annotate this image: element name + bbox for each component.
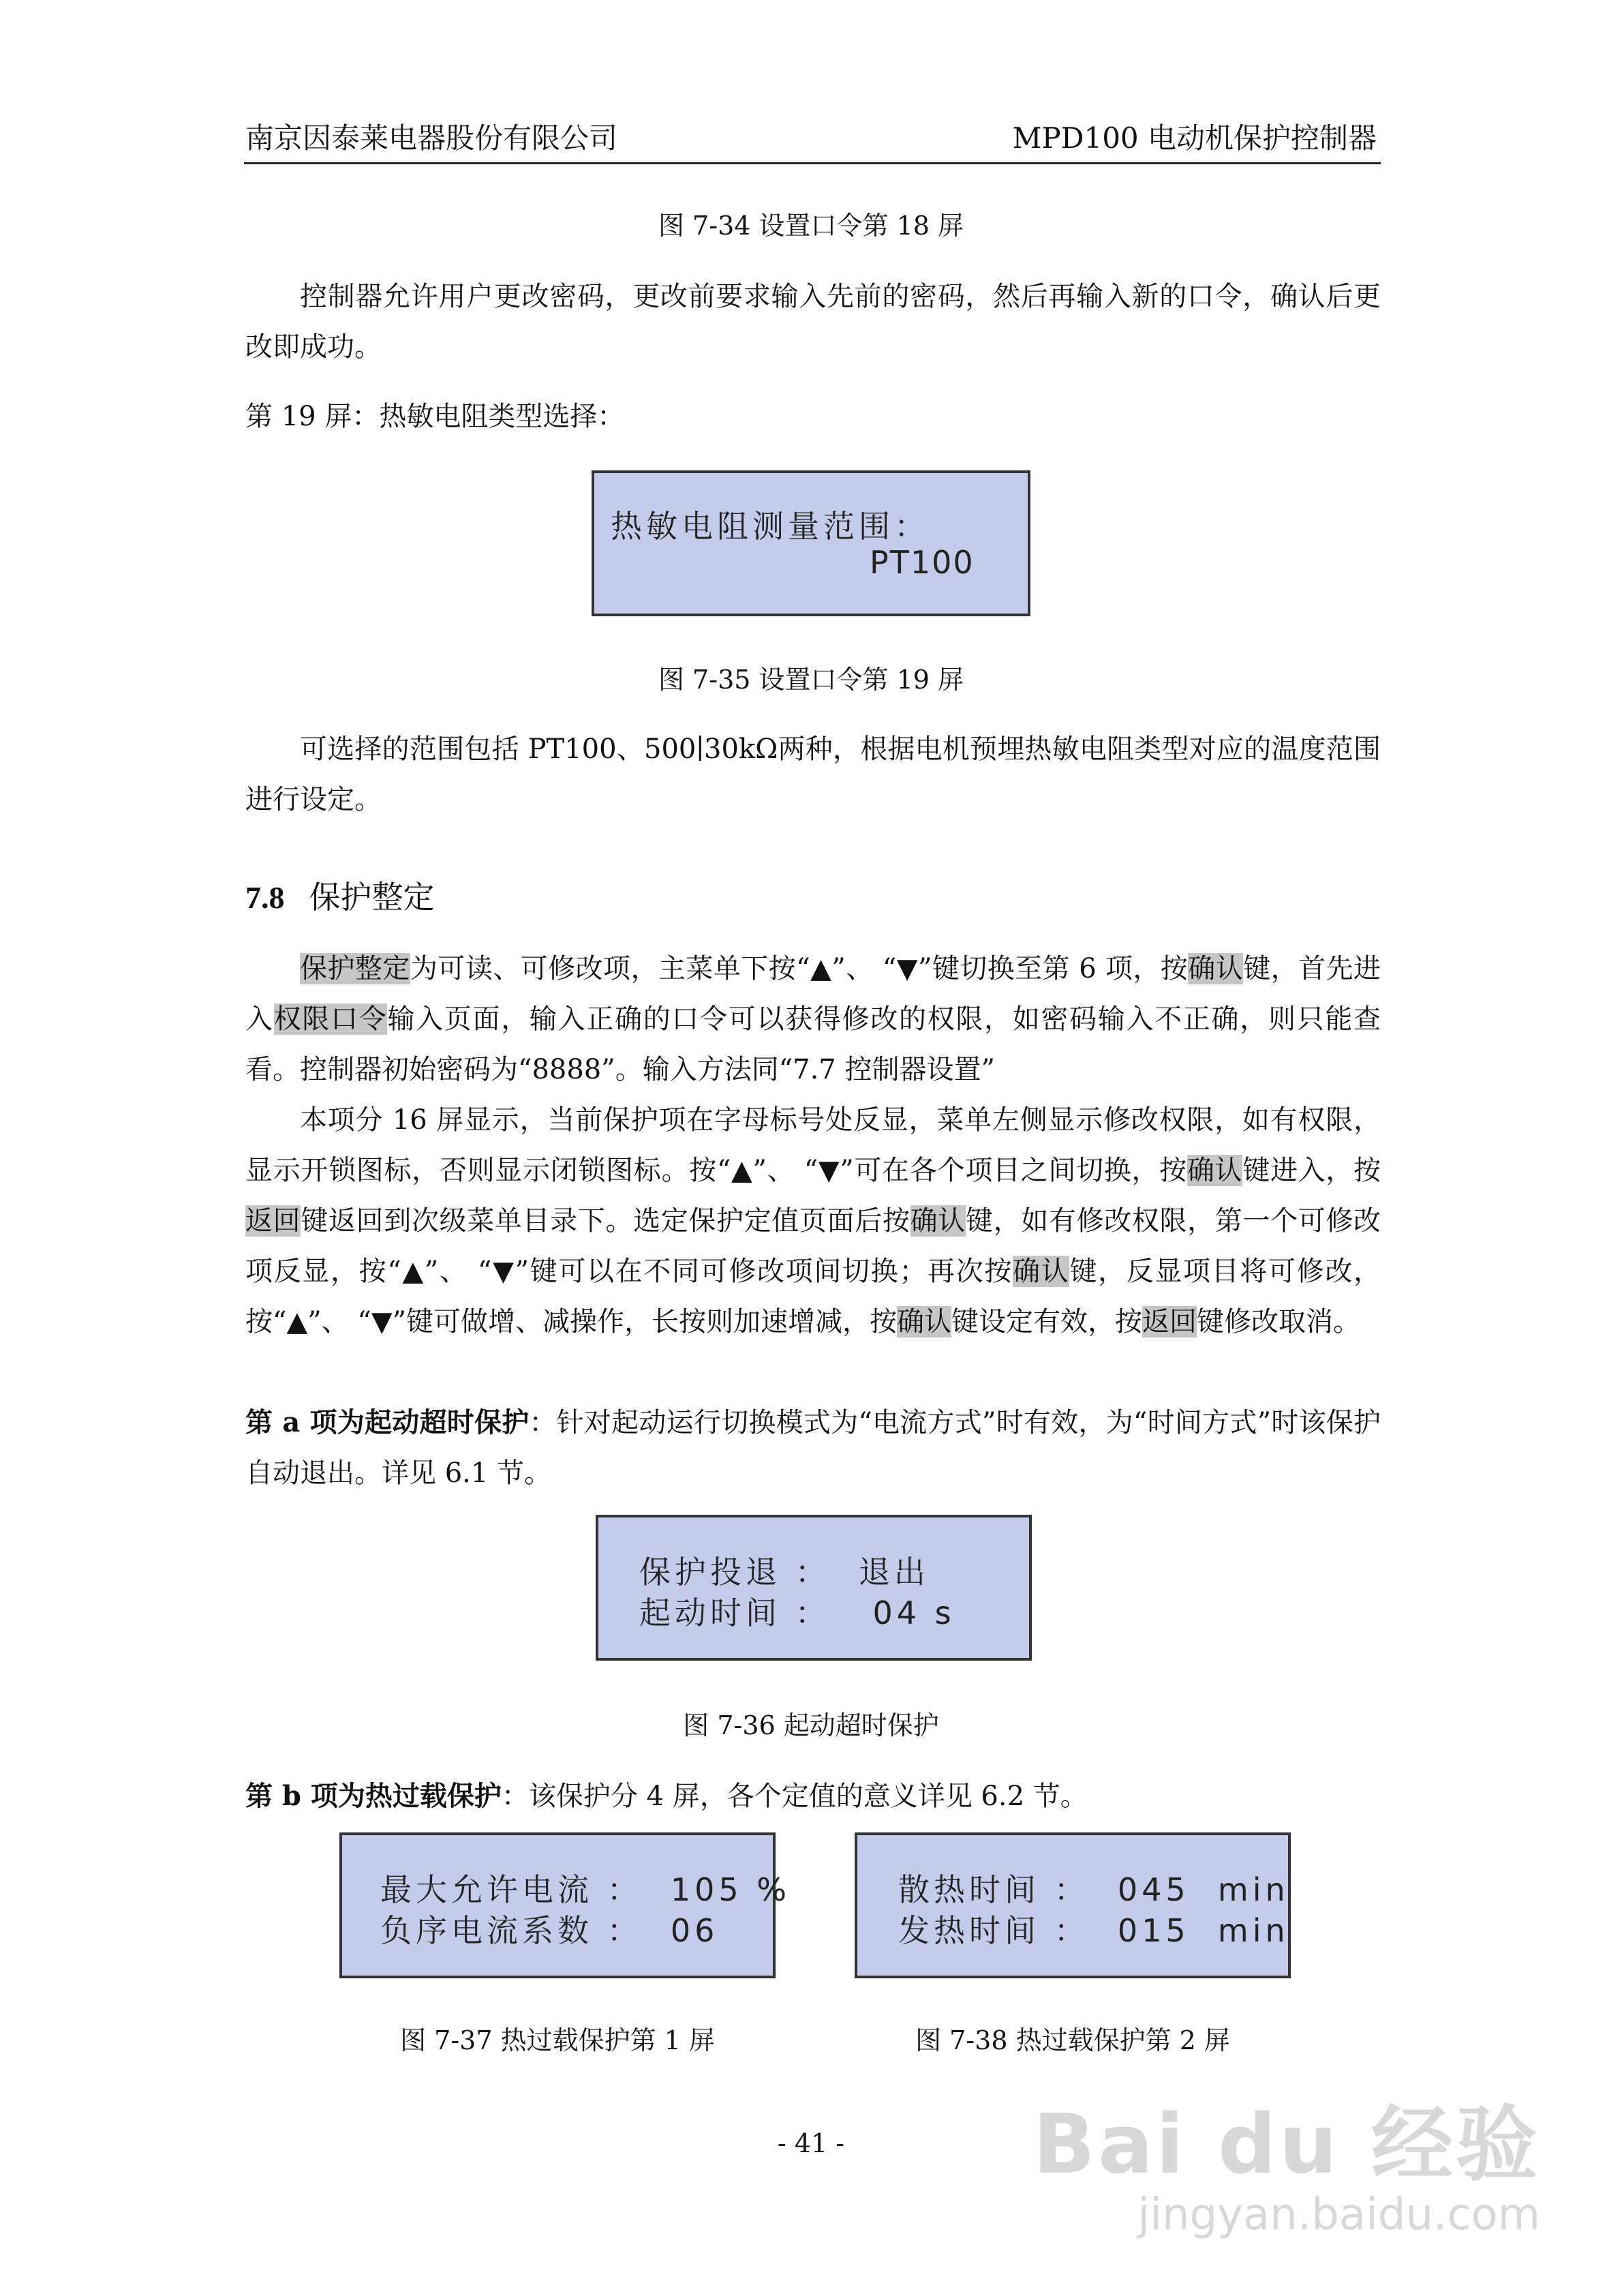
paragraph-protection-setting: 保护整定为可读、可修改项，主菜单下按“▲”、 “▼”键切换至第 6 项，按确认键，首先进入权限口令输入页面，输入正确的口令可以获得修改的权限，如密码输入不正确，则只能查看。控制器初始密码为“8888”。输入方法同“7.7 控制器设置” [245,953,1381,1085]
paragraph-range: 可选择的范围包括 PT100、500∣30kΩ两种，根据电机预埋热敏电阻类型对应的温度范围进行设定。 [245,734,1381,815]
lcd-38-line1: 散热时间 ： 045 min [898,1871,1289,1908]
lcd-36-line1: 保护投退 ： 退出 [639,1554,930,1590]
highlight-term: 返回 [245,1205,301,1237]
section-number: 7.8 [245,880,285,915]
highlight-term: 权限口令 [273,1003,388,1035]
paragraph-item-b: 第 b 项为热过载保护：该保护分 4 屏，各个定值的意义详见 6.2 节。 [245,1780,1088,1812]
item-b-title: 第 b 项为热过载保护 [245,1780,502,1812]
lcd-19-line2: PT100 [870,544,975,581]
caption-fig-7-38: 图 7-38 热过载保护第 2 屏 [915,2025,1230,2055]
caption-fig-7-36: 图 7-36 起动超时保护 [683,1710,939,1740]
item-a-title: 第 a 项为起动超时保护 [245,1406,530,1438]
section-heading [245,873,435,918]
header-divider [244,162,1381,164]
lcd-37-line1: 最大允许电流 ： 105 % [380,1871,791,1908]
caption-fig-7-37: 图 7-37 热过载保护第 1 屏 [400,2025,715,2055]
lcd-screen-19 [592,470,1030,616]
highlight-term: 返回 [1142,1306,1197,1338]
paragraph-password-change: 控制器允许用户更改密码，更改前要求输入先前的密码，然后再输入新的口令，确认后更改即成功。 [245,281,1381,363]
section-title: 保护整定 [309,879,435,916]
lcd-38-line2: 发热时间 ： 015 min [898,1912,1289,1949]
screen-19-label: 第 19 屏：热敏电阻类型选择： [245,401,625,432]
lcd-37-line2: 负序电流系数 ： 06 [380,1912,719,1949]
caption-fig-7-35: 图 7-35 设置口令第 19 屏 [658,665,964,695]
paragraph-item-a: 第 a 项为起动超时保护：针对起动运行切换模式为“电流方式”时有效，为“时间方式”时该保护自动退出。详见 6.1 节。 [245,1406,1381,1489]
baidu-watermark [1033,2079,1540,2240]
lcd-19-line1: 热敏电阻测量范围： [611,508,930,545]
highlight-term: 确认 [1013,1256,1070,1287]
header-product: MPD100 电动机保护控制器 [1012,121,1377,155]
page-number: - 41 - [777,2128,845,2158]
highlight-term: 确认 [1187,1155,1243,1186]
highlight-term: 确认 [910,1205,966,1237]
highlight-term: 保护整定 [300,953,410,984]
header-company: 南京因泰莱电器股份有限公司 [245,121,618,155]
lcd-screen-start-timeout [596,1515,1032,1661]
highlight-term: 确认 [1188,953,1244,984]
paragraph-screen-operation: 本项分 16 屏显示，当前保护项在字母标号处反显，菜单左侧显示修改权限，如有权限，显示开锁图标，否则显示闭锁图标。按“▲”、 “▼”可在各个项目之间切换，按确认键进入，按返回键返回到次级菜单目录下。选定保护定值页面后按确认键，如有修改权限，第一个可修改项反显，按“▲”、 “▼”键可以在不同可修改项间切换；再次按确认键，反显项目将可修改，按“▲”、 “▼”键可做增、减操作，长按则加速增减，按确认键设定有效，按返回键修改取消。 [245,1104,1381,1338]
highlight-term: 确认 [897,1306,952,1338]
watermark-brand: Bai du 经验 [1032,2098,1540,2192]
watermark-url: jingyan.baidu.com [1137,2190,1540,2240]
lcd-screen-thermal-1 [339,1832,791,1978]
caption-fig-7-34: 图 7-34 设置口令第 18 屏 [658,211,964,241]
lcd-36-line2: 起动时间 ： 04 s [639,1595,955,1631]
lcd-screen-thermal-2 [855,1832,1291,1978]
